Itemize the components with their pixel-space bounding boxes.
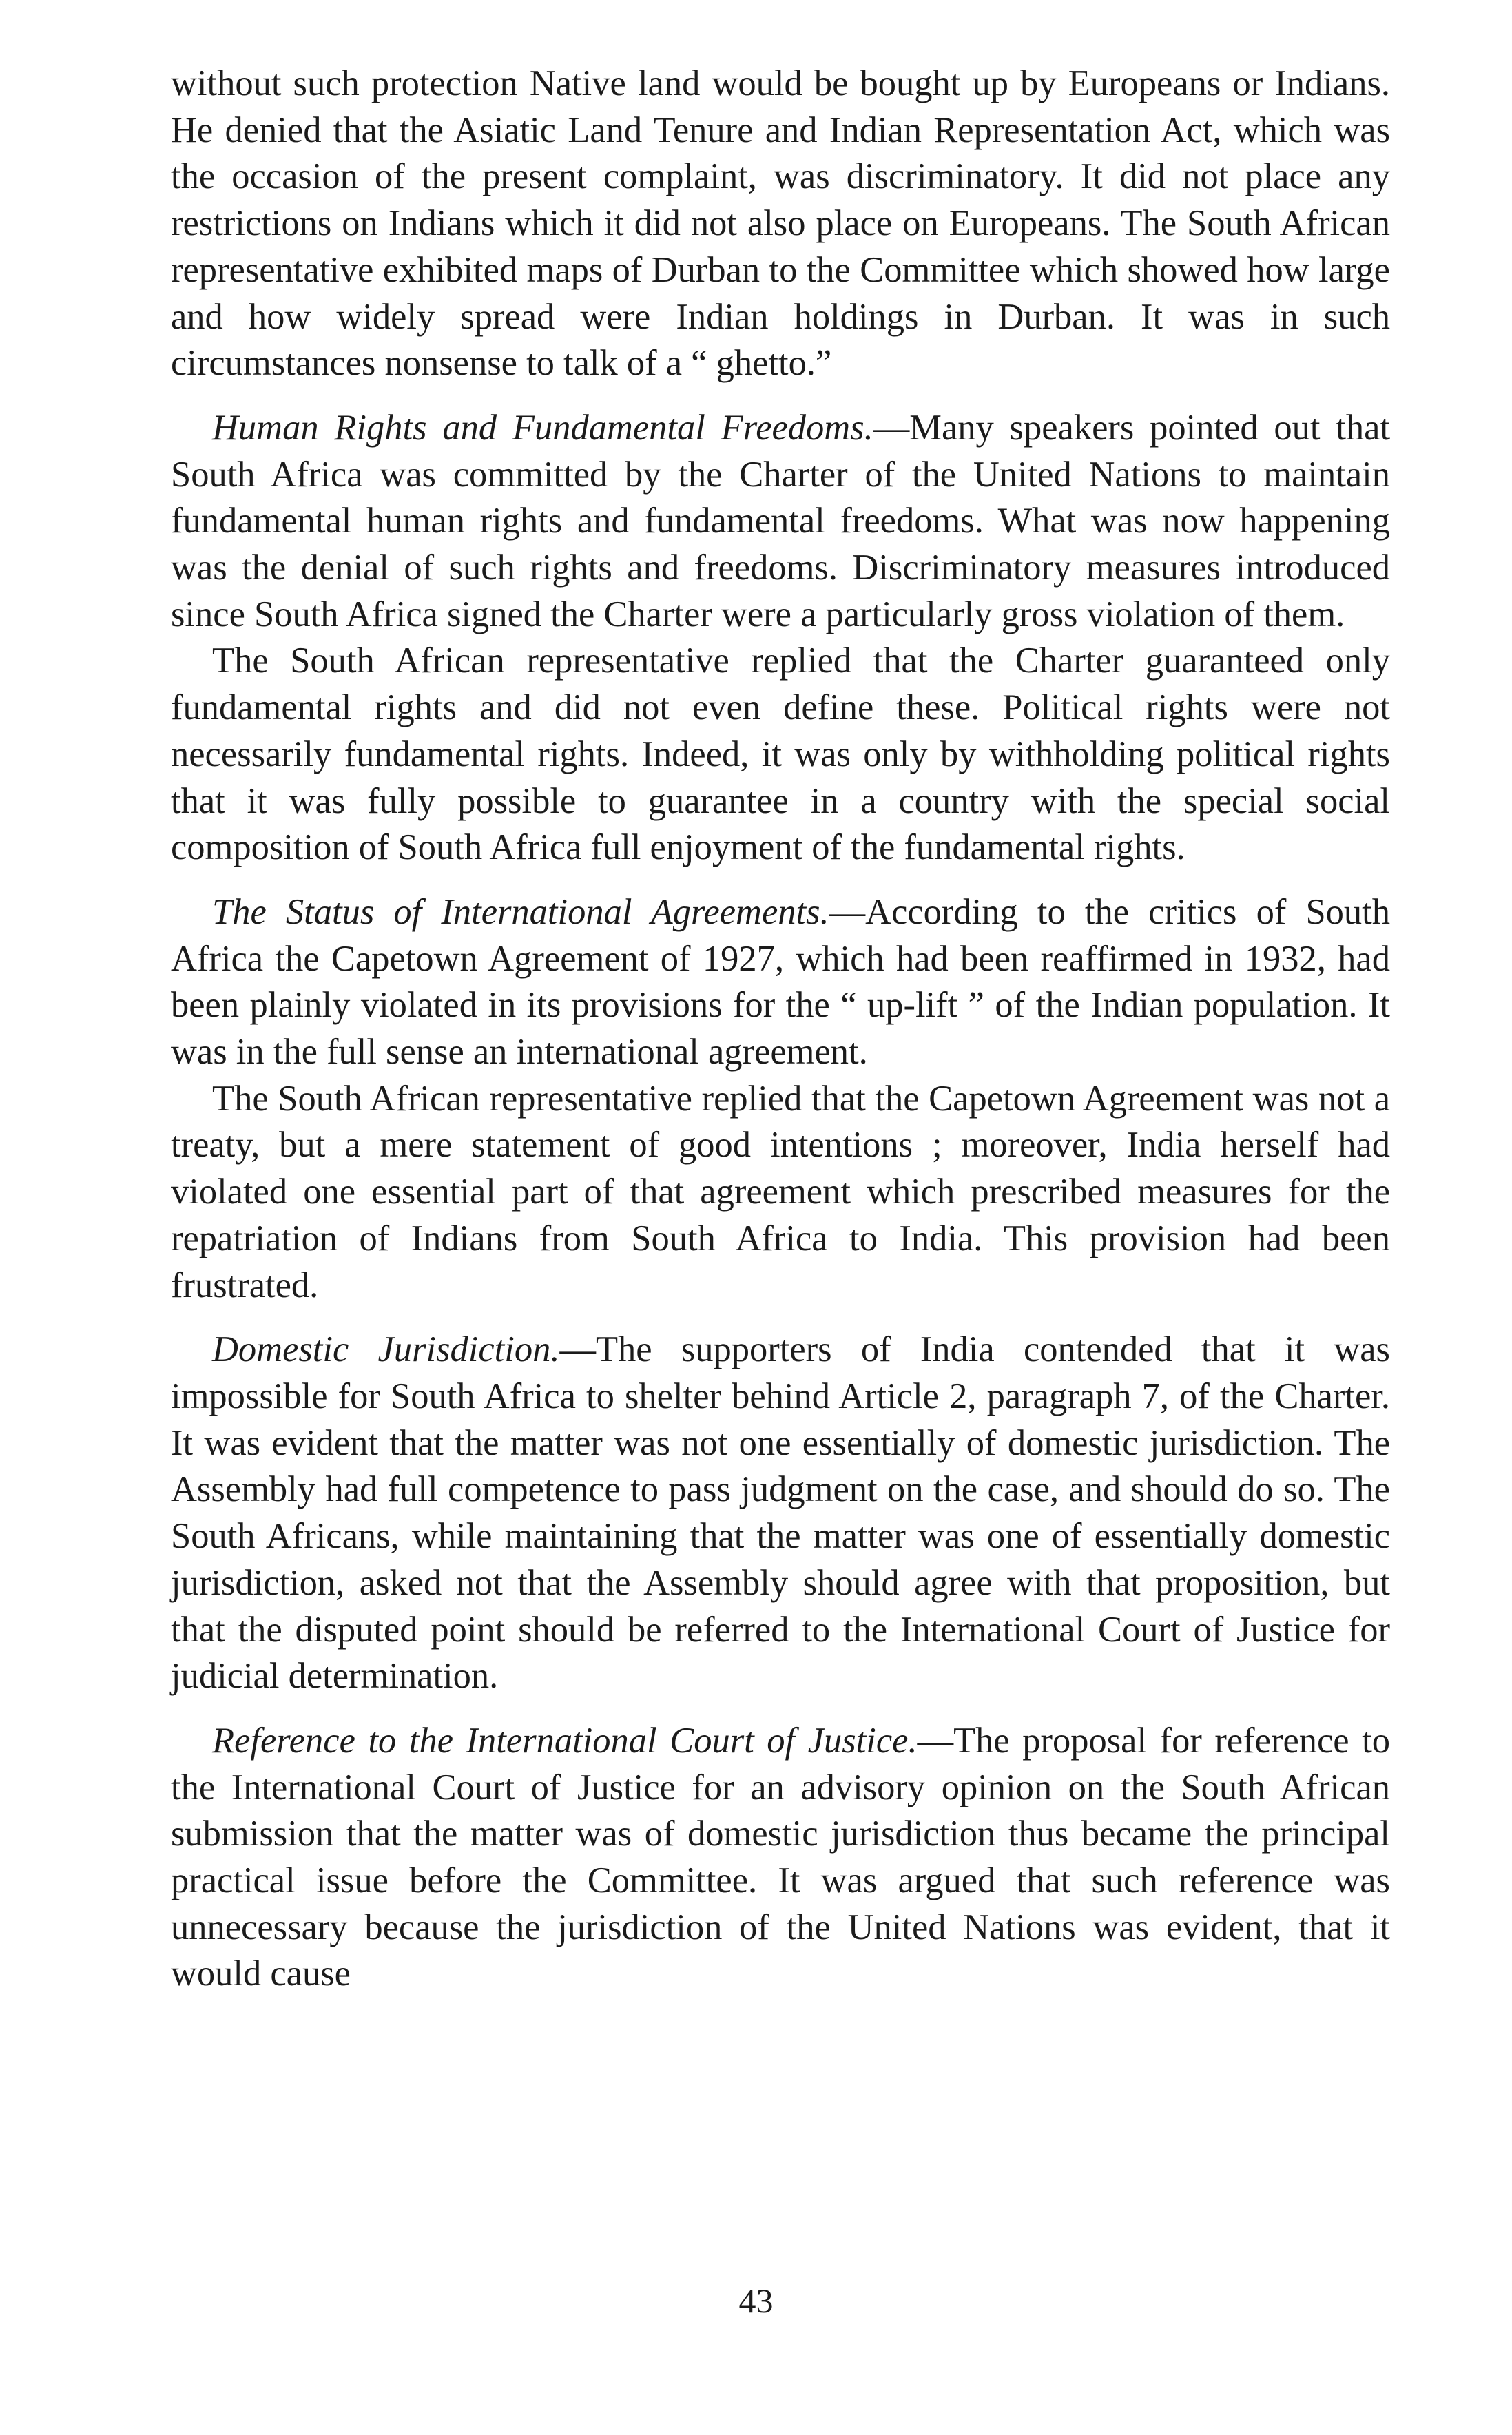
paragraph-text: —According to the critics of South Africa the Capetown Agreement of 1927, which had been reaffirmed in 1932, had been plainly violated in its provisions for the “ up-lift ” of the Indian population. It was in the full sense an international agreement. [171,891,1390,1073]
paragraph-text: —The proposal for reference to the International Court of Justice for an advisory opinion on the South African submission that the matter was of domestic jurisdiction thus became the principal practical issue before the Committee. It was argued that such reference was unnecessary because the jurisdiction of the United Nations was evident, that it would cause [171,1720,1390,1994]
paragraph-continuation [171,61,1390,387]
paragraph-text: without such protection Native land would be bought up by Europeans or Indians. He denied that the Asiatic Land Tenure and Indian Representation Act, which was the occasion of the present complaint, was discriminatory. It did not place any restrictions on Indians which it did not also place on Europeans. The South African representative exhibited maps of Durban to the Committee which showed how large and how widely spread were Indian holdings in Durban. It was in such circumstances nonsense to talk of a “ ghetto.” [171,63,1390,384]
section-heading-court-reference: Reference to the International Court of Justice. [212,1720,918,1761]
paragraph-international-agreements [171,889,1390,1076]
section-heading-international-agreements: The Status of International Agreements. [212,891,829,932]
paragraph-text: —The supporters of India contended that it was impossible for South Africa to shelter behind Article 2, paragraph 7, of the Charter. It was evident that the matter was not one essentially of domestic jurisdiction. The Assembly had full competence to pass judgment on the case, and should do so. The South Africans, while maintaining that the matter was one of essentially domestic jurisdiction, asked not that the Assembly should agree with that proposition, but that the disputed point should be referred to the International Court of Justice for judicial determination. [171,1329,1390,1697]
paragraph-sa-reply-charter [171,638,1390,871]
paragraph-text: The South African representative replied that the Capetown Agreement was not a treaty, but a mere statement of good intentions ; moreover, India herself had violated one essential part of that agreement which prescribed measures for the repatriation of Indians from South Africa to India. This provision had been frustrated. [171,1078,1390,1305]
paragraph-sa-reply-capetown [171,1076,1390,1309]
paragraph-human-rights [171,405,1390,639]
page-body [171,61,1390,1998]
section-heading-human-rights: Human Rights and Fundamental Freedoms. [212,407,873,448]
paragraph-court-reference [171,1718,1390,1998]
page-number: 43 [738,2281,774,2320]
section-heading-domestic-jurisdiction: Domestic Jurisdiction. [212,1329,560,1370]
paragraph-text: The South African representative replied that the Charter guaranteed only fundamental rights and did not even define these. Political rights were not necessarily fundamental rights. Indeed, it was only by withholding political rights that it was fully possible to guarantee in a country with the special social composition of South Africa full enjoyment of the fundamental rights. [171,641,1390,868]
paragraph-domestic-jurisdiction [171,1327,1390,1700]
paragraph-text: —Many speakers pointed out that South Africa was committed by the Charter of the United Nations to maintain fundamental human rights and fundamental freedoms. What was now happening was the denial of such rights and freedoms. Discriminatory measures introduced since South Africa signed the Charter were a particularly gross violation of them. [171,407,1390,634]
